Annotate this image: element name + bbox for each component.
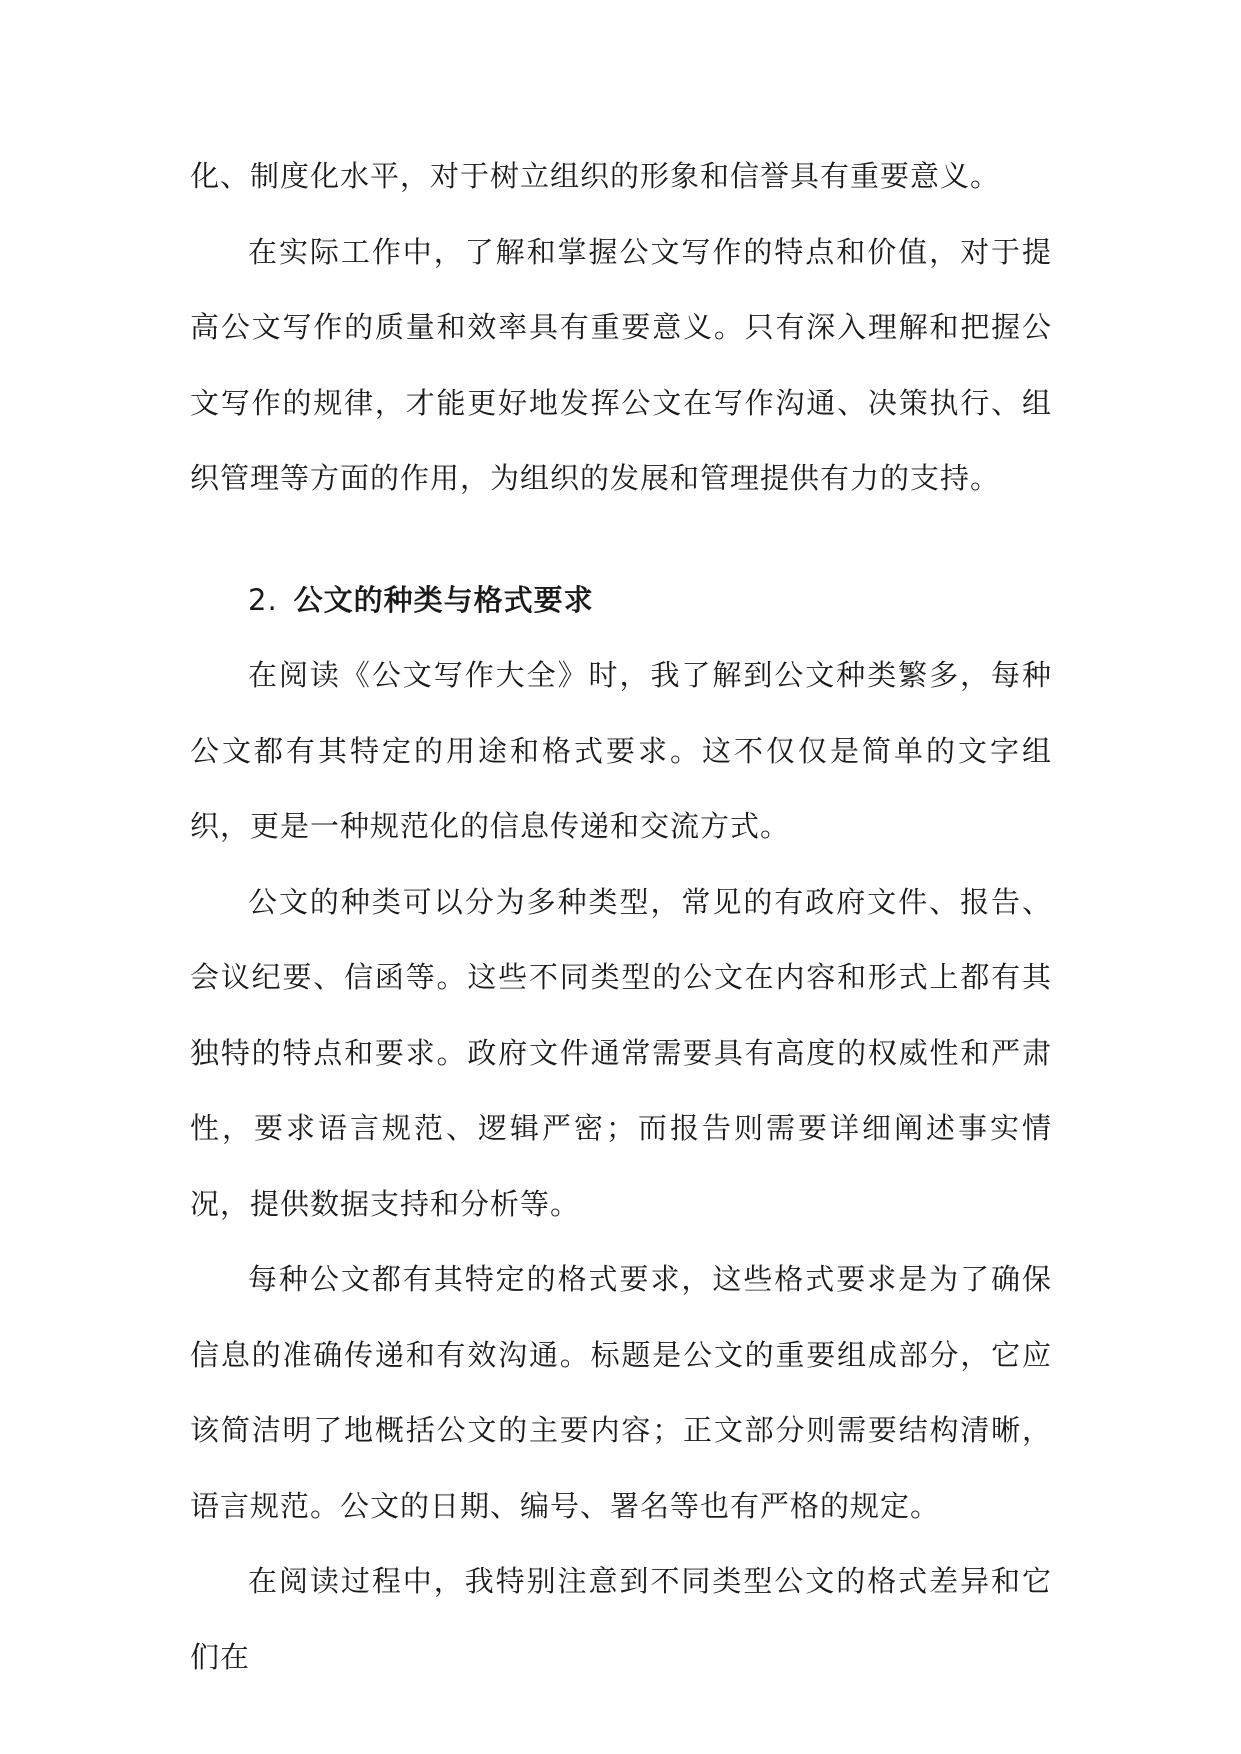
section-number: 2. — [248, 582, 278, 617]
section-title: 公文的种类与格式要求 — [293, 582, 594, 617]
body-paragraph: 每种公文都有其特定的格式要求，这些格式要求是为了确保信息的准确传递和有效沟通。标题是公文的重要组成部分，它应该简洁明了地概括公文的主要内容；正文部分则需要结构清晰，语言规范。公文的日期、编号、署名等也有严格的规定。 — [190, 1262, 1052, 1523]
section-heading — [190, 563, 1052, 639]
body-paragraph: 在实际工作中，了解和掌握公文写作的特点和价值，对于提高公文写作的质量和效率具有重要意义。只有深入理解和把握公文写作的规律，才能更好地发挥公文在写作沟通、决策执行、组织管理等方面的作用，为组织的发展和管理提供有力的支持。 — [190, 234, 1052, 495]
body-paragraph: 化、制度化水平，对于树立组织的形象和信誉具有重要意义。 — [190, 159, 1001, 193]
body-paragraph: 在阅读过程中，我特别注意到不同类型公文的格式差异和它们在 — [190, 1564, 1052, 1674]
document-body — [190, 139, 1052, 1695]
body-paragraph: 在阅读《公文写作大全》时，我了解到公文种类繁多，每种公文都有其特定的用途和格式要求。这不仅仅是简单的文字组织，更是一种规范化的信息传递和交流方式。 — [190, 658, 1052, 843]
body-paragraph: 公文的种类可以分为多种类型，常见的有政府文件、报告、会议纪要、信函等。这些不同类型的公文在内容和形式上都有其独特的特点和要求。政府文件通常需要具有高度的权威性和严肃性，要求语言规范、逻辑严密；而报告则需要详细阐述事实情况，提供数据支持和分析等。 — [190, 884, 1052, 1221]
